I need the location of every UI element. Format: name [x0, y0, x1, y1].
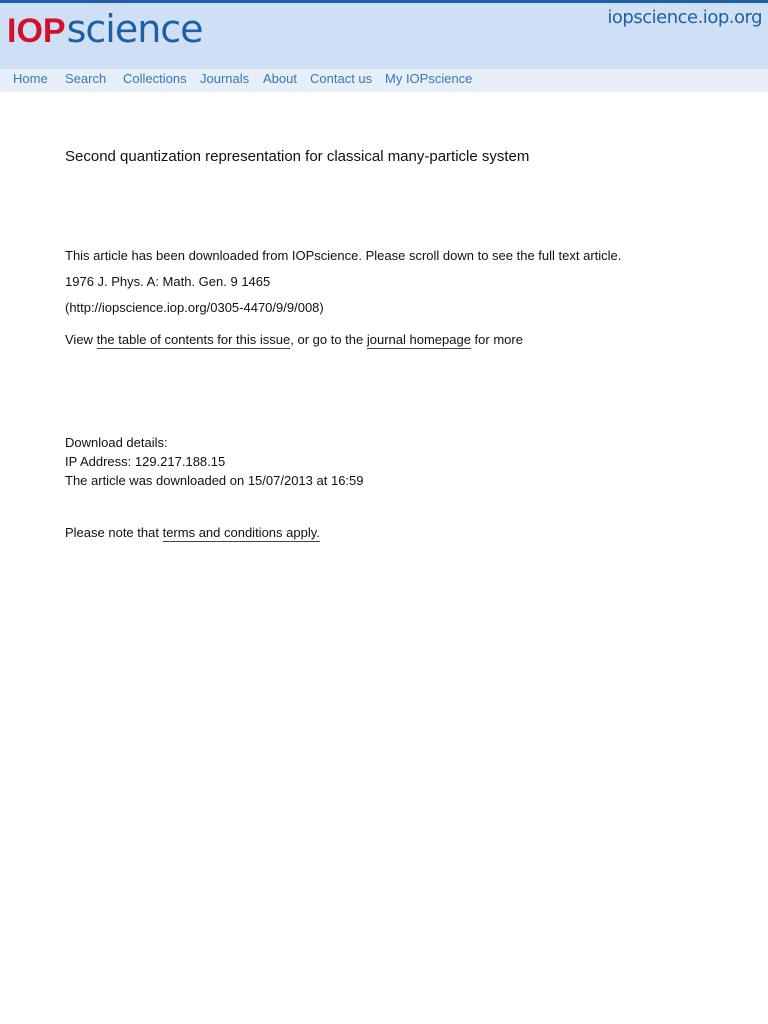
nav-contact-us[interactable]: Contact us: [310, 71, 373, 86]
site-url[interactable]: iopscience.iop.org: [607, 7, 762, 28]
nav-search[interactable]: Search: [65, 71, 107, 86]
article-url: (http://iopscience.iop.org/0305-4470/9/9/008): [65, 300, 324, 315]
nav-collections[interactable]: Collections: [123, 71, 187, 86]
view-more-line: [65, 332, 523, 347]
main-nav: [0, 69, 768, 92]
terms-prefix: Please note that: [65, 525, 163, 540]
download-date: The article was downloaded on 15/07/2013 at 16:59: [65, 473, 364, 488]
logo-science-text: science: [66, 7, 203, 51]
journal-homepage-link[interactable]: journal homepage: [366, 332, 471, 347]
nav-home[interactable]: Home: [13, 71, 48, 86]
nav-my-iopscience[interactable]: My IOPscience: [385, 71, 473, 86]
iopscience-logo[interactable]: [7, 4, 203, 51]
article-citation: 1976 J. Phys. A: Math. Gen. 9 1465: [65, 274, 271, 289]
site-header: [0, 3, 768, 69]
nav-about[interactable]: About: [263, 71, 297, 86]
ip-address: IP Address: 129.217.188.15: [65, 454, 226, 469]
view-suffix: for more: [470, 332, 523, 347]
terms-line: [65, 525, 320, 540]
logo-iop-text: IOP: [7, 12, 66, 50]
download-details-heading: Download details:: [65, 435, 168, 450]
terms-link[interactable]: terms and conditions apply.: [162, 525, 320, 540]
view-prefix: View: [65, 332, 97, 347]
article-title: Second quantization representation for classical many-particle system: [65, 148, 530, 165]
view-middle: , or go to the: [290, 332, 367, 347]
nav-journals[interactable]: Journals: [200, 71, 250, 86]
toc-link[interactable]: the table of contents for this issue: [96, 332, 291, 347]
download-note: This article has been downloaded from IOPscience. Please scroll down to see the full text article.: [65, 248, 622, 263]
